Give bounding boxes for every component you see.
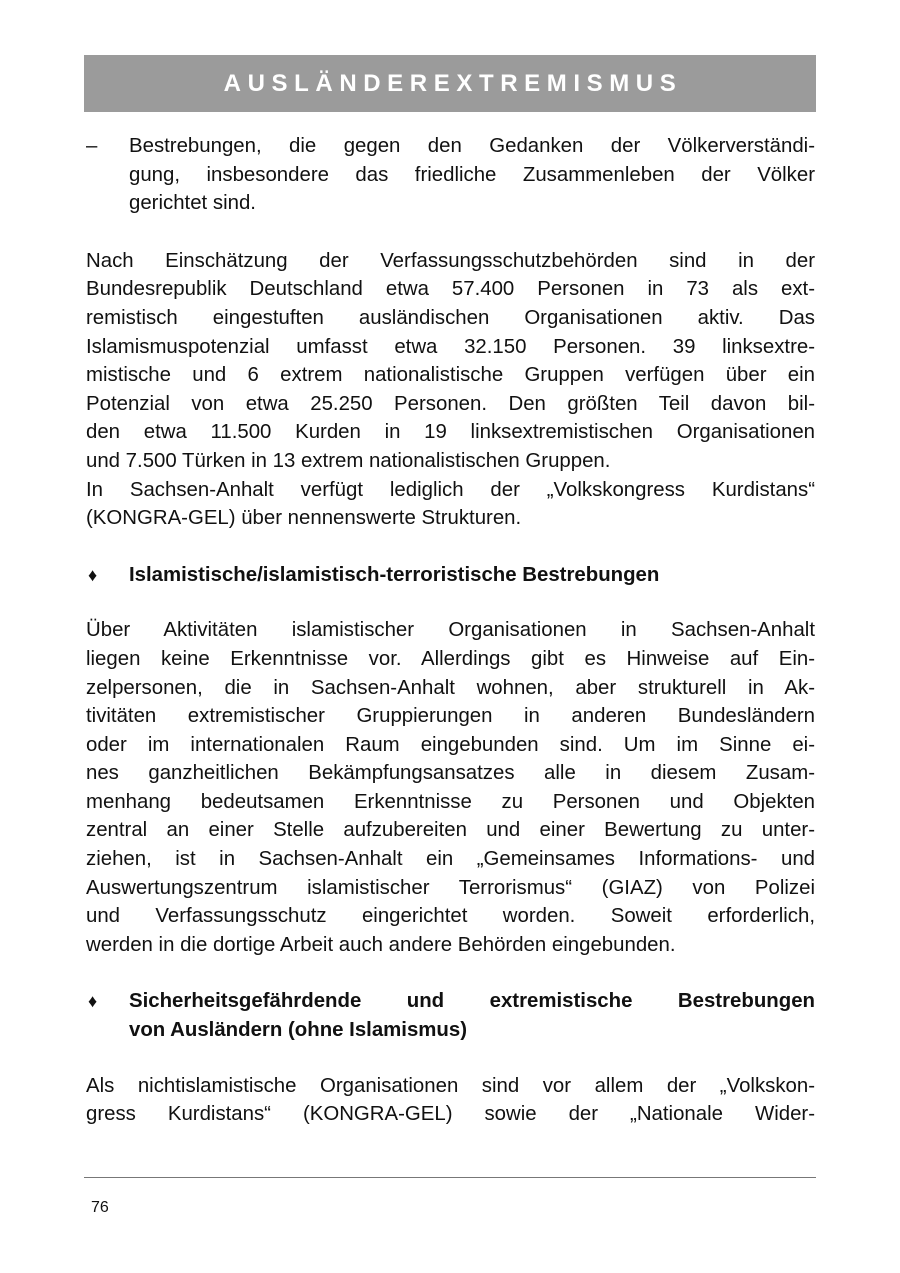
text-line: Potenzial von etwa 25.250 Personen. Den größten Teil davon bil- (86, 392, 815, 415)
section-heading-foreigners (86, 987, 815, 1044)
diamond-bullet-icon: ♦ (88, 564, 98, 585)
chapter-title: AUSLÄNDEREXTREMISMUS (223, 69, 683, 97)
text-line: zentral an einer Stelle aufzubereiten und einer Bewertung zu unter- (86, 819, 815, 842)
section-heading-islamism (86, 561, 815, 590)
text-line: nes ganzheitlichen Bekämpfungsansatzes alle in diesem Zusam- (86, 762, 815, 785)
text-line: menhang bedeutsamen Erkenntnisse zu Personen und Objekten (86, 790, 815, 813)
text-line: mistische und 6 extrem nationalistische Gruppen verfügen über ein (86, 364, 815, 387)
text-line: Nach Einschätzung der Verfassungsschutzbehörden sind in der (86, 249, 815, 272)
text-line: den etwa 11.500 Kurden in 19 linksextremistischen Organisationen (86, 421, 815, 444)
text-line: Islamismuspotenzial umfasst etwa 32.150 Personen. 39 linksextre- (86, 335, 815, 358)
text-line: zelpersonen, die in Sachsen-Anhalt wohnen, aber strukturell in Ak- (86, 676, 815, 699)
dash-list-item (86, 132, 815, 218)
text-line: tivitäten extremistischer Gruppierungen in anderen Bundesländern (86, 705, 815, 728)
text-line: liegen keine Erkenntnisse vor. Allerdings gibt es Hinweise auf Ein- (86, 647, 815, 670)
text-line: remistisch eingestuften ausländischen Organisationen aktiv. Das (86, 306, 815, 329)
paragraph-sachsen-anhalt (86, 476, 815, 533)
page-content (86, 132, 815, 1129)
paragraph-non-islamist (86, 1072, 815, 1129)
text-line: oder im internationalen Raum eingebunden sind. Um im Sinne ei- (86, 733, 815, 756)
text-line: werden in die dortige Arbeit auch andere Behörden eingebunden. (86, 933, 676, 956)
section-heading-text: von Ausländern (ohne Islamismus) (129, 1019, 468, 1042)
footer-divider (84, 1177, 816, 1178)
text-line: (KONGRA-GEL) über nennenswerte Strukturen. (86, 507, 522, 530)
paragraph-islamism (86, 616, 815, 959)
paragraph-estimates (86, 247, 815, 476)
text-line: und Verfassungsschutz eingerichtet worden. Soweit erforderlich, (86, 905, 815, 928)
text-line: Bestrebungen, die gegen den Gedanken der Völkerverständi- (129, 135, 815, 157)
text-line: gress Kurdistans“ (KONGRA-GEL) sowie der „Nationale Wider- (86, 1103, 815, 1126)
text-line: Bundesrepublik Deutschland etwa 57.400 Personen in 73 als ext- (86, 278, 815, 301)
text-line: Über Aktivitäten islamistischer Organisationen in Sachsen-Anhalt (86, 619, 815, 642)
page-number: 76 (91, 1199, 109, 1216)
text-line: ziehen, ist in Sachsen-Anhalt ein „Gemeinsames Informations- und (86, 848, 815, 871)
text-line: gerichtet sind. (129, 192, 256, 215)
chapter-header-bar (84, 55, 816, 112)
text-line: Als nichtislamistische Organisationen sind vor allem der „Volkskon- (86, 1074, 815, 1097)
diamond-bullet-icon: ♦ (88, 991, 98, 1012)
text-line: gung, insbesondere das friedliche Zusammenleben der Völker (129, 163, 815, 186)
text-line: In Sachsen-Anhalt verfügt lediglich der „Volkskongress Kurdistans“ (86, 478, 815, 501)
text-line: und 7.500 Türken in 13 extrem nationalistischen Gruppen. (86, 449, 611, 472)
section-heading-text: Sicherheitsgefährdende und extremistische Bestrebungen (129, 990, 815, 1013)
section-heading-text: Islamistische/islamistisch-terroristische Bestrebungen (129, 563, 660, 586)
text-line: Auswertungszentrum islamistischer Terrorismus“ (GIAZ) von Polizei (86, 876, 815, 899)
dash-marker: – (86, 135, 98, 157)
